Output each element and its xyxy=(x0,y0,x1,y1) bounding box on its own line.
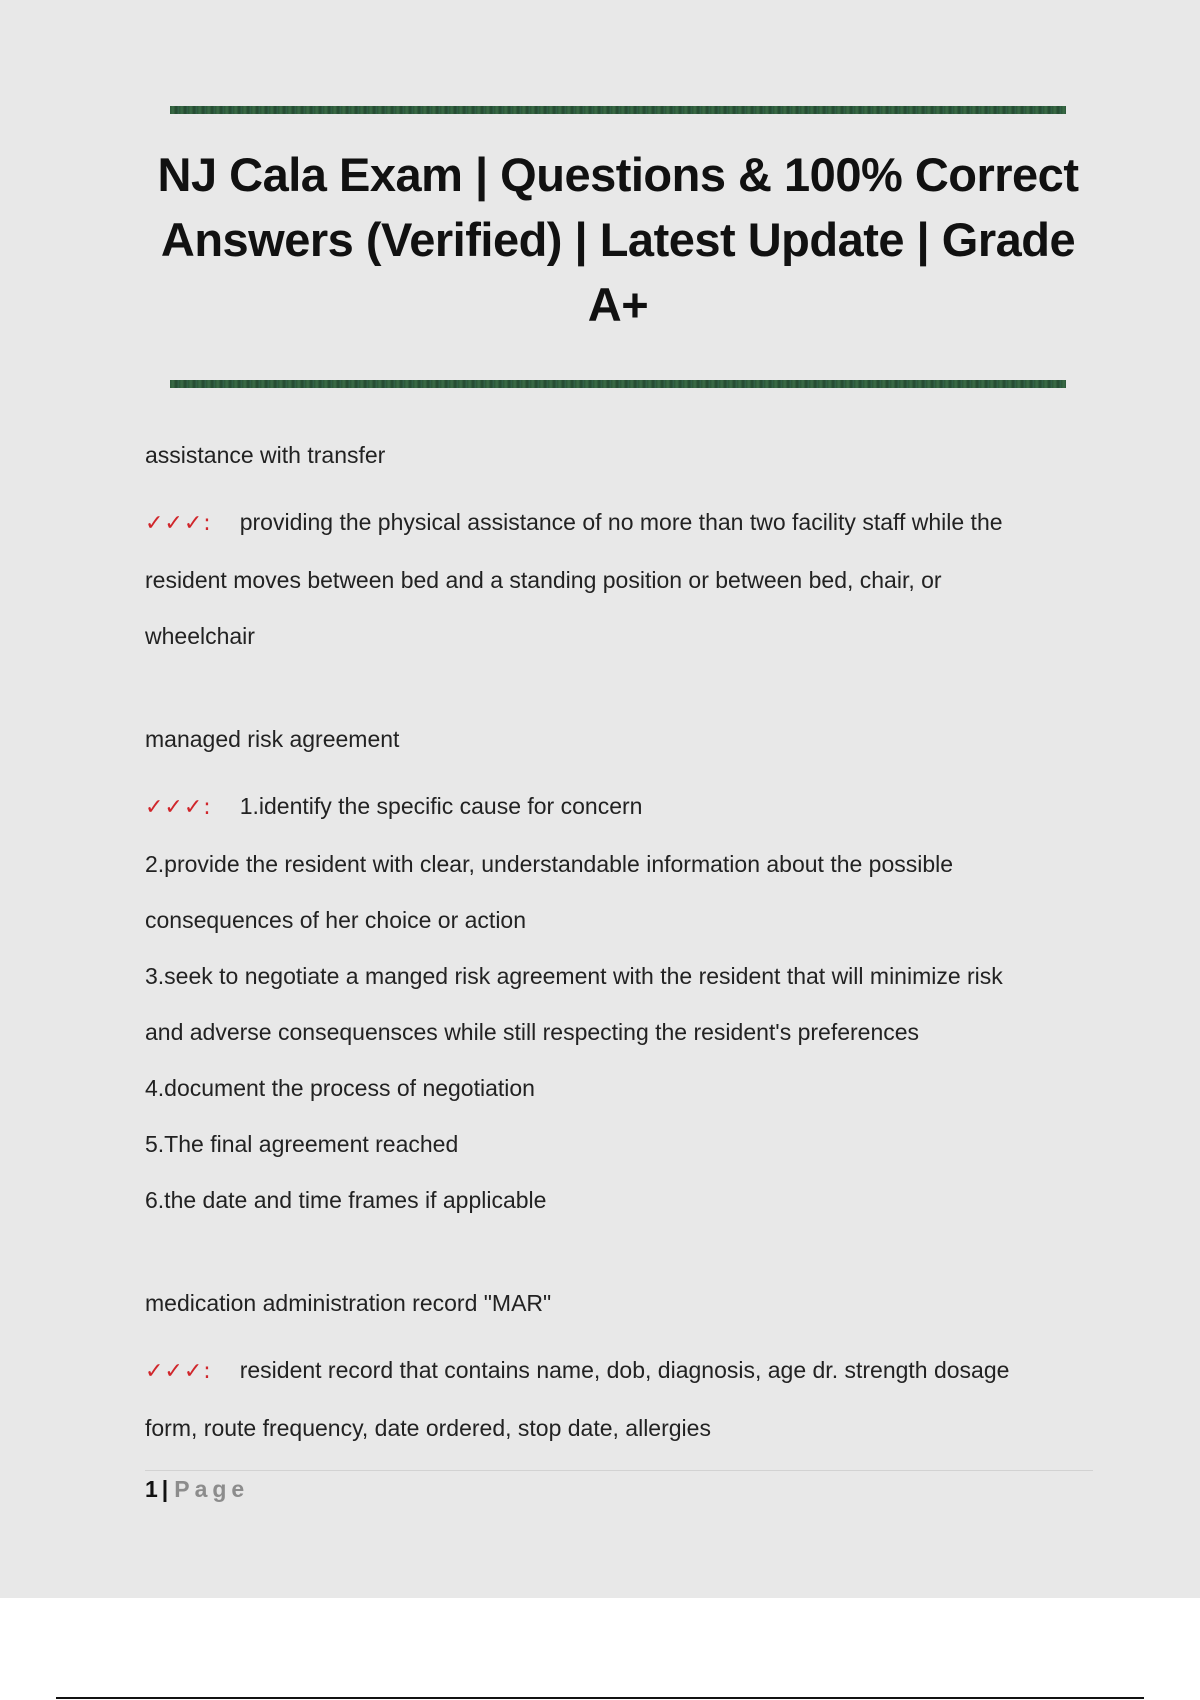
answer-first-line xyxy=(145,494,1085,552)
answer-first-line xyxy=(145,1342,1085,1400)
qa-entry xyxy=(145,720,1085,1228)
answer-line: wheelchair xyxy=(145,623,255,649)
page-number: 1 xyxy=(145,1476,158,1502)
next-page-top-rule xyxy=(56,1697,1144,1699)
answer-line: and adverse consequensces while still respecting the resident's preferences xyxy=(145,1019,920,1045)
answer-line: form, route frequency, date ordered, stop date, allergies xyxy=(145,1415,711,1441)
answer-line: resident moves between bed and a standing position or between bed, chair, or xyxy=(145,567,942,593)
page-label: Page xyxy=(174,1476,250,1502)
page-separator: | xyxy=(161,1476,169,1502)
checkmark-icon: ✓✓✓: xyxy=(145,1359,212,1384)
answer-line: 4.document the process of negotiation xyxy=(145,1075,535,1101)
answer-text: resident record that contains name, dob, diagnosis, age dr. strength dosage xyxy=(239,1357,1010,1383)
term-label: assistance with transfer xyxy=(145,442,386,468)
entry-spacer xyxy=(145,1228,1085,1284)
answer-text: providing the physical assistance of no more than two facility staff while the xyxy=(239,509,1003,535)
page-footer xyxy=(145,1474,249,1504)
footer-divider xyxy=(145,1470,1093,1471)
answer-first-line xyxy=(145,778,1085,836)
answer-line: consequences of her choice or action xyxy=(145,907,527,933)
checkmark-icon: ✓✓✓: xyxy=(145,795,212,820)
title-bottom-rule xyxy=(170,380,1066,388)
answer-line: 3.seek to negotiate a manged risk agreement with the resident that will minimize risk xyxy=(145,963,1003,989)
answer-text: 1.identify the specific cause for concern xyxy=(239,793,643,819)
qa-entry xyxy=(145,1284,1085,1456)
entry-spacer xyxy=(145,664,1085,720)
term-label: medication administration record "MAR" xyxy=(145,1290,552,1316)
answer-line: 5.The final agreement reached xyxy=(145,1131,459,1157)
checkmark-icon: ✓✓✓: xyxy=(145,511,212,536)
qa-entry xyxy=(145,436,1085,664)
answer-line: 2.provide the resident with clear, understandable information about the possible xyxy=(145,851,954,877)
page-title: NJ Cala Exam | Questions & 100% Correct Answers (Verified) | Latest Update | Grade A+ xyxy=(157,148,1079,331)
term-label: managed risk agreement xyxy=(145,726,400,752)
answer-line: 6.the date and time frames if applicable xyxy=(145,1187,547,1213)
title-top-rule xyxy=(170,106,1066,114)
qa-content xyxy=(145,436,1085,1456)
